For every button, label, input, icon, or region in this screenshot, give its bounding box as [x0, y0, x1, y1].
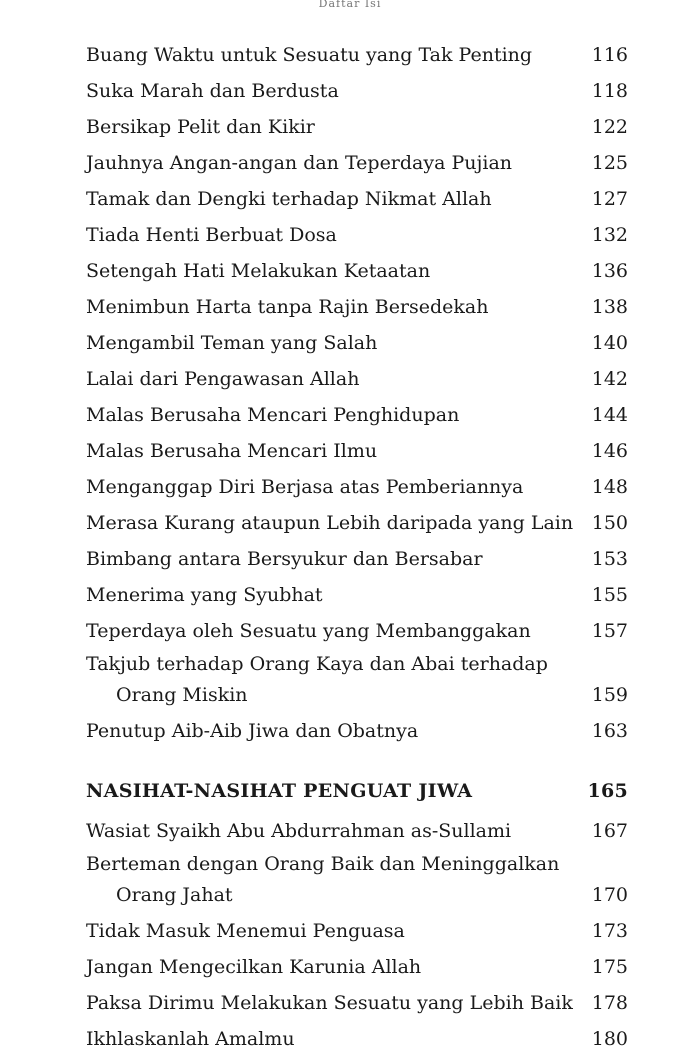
toc-entry-title-line2: Orang Jahat: [116, 884, 233, 906]
toc-entry-title: Penutup Aib-Aib Jiwa dan Obatnya: [86, 720, 419, 742]
toc-entry-title: Malas Berusaha Mencari Ilmu: [86, 440, 378, 462]
toc-entry[interactable]: [86, 397, 632, 433]
toc-entry-page: 132: [591, 224, 628, 246]
toc-entry-page: 150: [591, 512, 628, 534]
toc-entry[interactable]: [86, 433, 632, 469]
toc-entry-title: Setengah Hati Melakukan Ketaatan: [86, 260, 431, 282]
toc-entry-page: 144: [591, 404, 628, 426]
toc-entry[interactable]: [86, 289, 632, 325]
table-of-contents: [86, 37, 632, 1057]
toc-entry-title-line1: Takjub terhadap Orang Kaya dan Abai terhadap: [86, 653, 548, 675]
toc-entry[interactable]: [86, 1021, 632, 1057]
toc-entry-page: 170: [591, 884, 628, 906]
toc-entry-page: 153: [591, 548, 628, 570]
toc-entry-title: Suka Marah dan Berdusta: [86, 80, 339, 102]
toc-entry-title: [86, 849, 576, 911]
toc-entry-title: Lalai dari Pengawasan Allah: [86, 368, 360, 390]
toc-entry-title: Mengambil Teman yang Salah: [86, 332, 378, 354]
toc-entry-page: 116: [591, 44, 628, 66]
toc-entry-title: Wasiat Syaikh Abu Abdurrahman as-Sullami: [86, 820, 512, 842]
toc-entry-title: Tidak Masuk Menemui Penguasa: [86, 920, 405, 942]
toc-entry-title: Ikhlaskanlah Amalmu: [86, 1028, 295, 1050]
toc-entry-title: Jauhnya Angan-angan dan Teperdaya Pujian: [86, 152, 513, 174]
toc-entry[interactable]: [86, 577, 632, 613]
toc-entry[interactable]: [86, 109, 632, 145]
running-head: Daftar Isi: [318, 0, 382, 10]
toc-entry[interactable]: [86, 325, 632, 361]
toc-entry-title: Bersikap Pelit dan Kikir: [86, 116, 315, 138]
toc-entry-title: [86, 649, 576, 711]
toc-entry-page: 178: [591, 992, 628, 1014]
toc-entry-page: 159: [591, 684, 628, 706]
toc-entry-page: 155: [591, 584, 628, 606]
toc-entry-page: 125: [591, 152, 628, 174]
toc-entry-title: Tamak dan Dengki terhadap Nikmat Allah: [86, 188, 492, 210]
toc-section-heading[interactable]: [86, 773, 632, 813]
toc-entry-page: 146: [591, 440, 628, 462]
toc-entry[interactable]: [86, 613, 632, 649]
toc-entry[interactable]: [86, 813, 632, 849]
toc-entry[interactable]: [86, 73, 632, 109]
toc-entry-title: Malas Berusaha Mencari Penghidupan: [86, 404, 460, 426]
toc-entry-title: Menimbun Harta tanpa Rajin Bersedekah: [86, 296, 489, 318]
toc-entry[interactable]: [86, 361, 632, 397]
toc-entry-page: 180: [591, 1028, 628, 1050]
toc-entry[interactable]: [86, 985, 632, 1021]
toc-entry[interactable]: [86, 713, 632, 749]
toc-entry-page: 167: [591, 820, 628, 842]
toc-entry[interactable]: [86, 649, 632, 713]
toc-entry[interactable]: [86, 217, 632, 253]
toc-entry-page: 148: [591, 476, 628, 498]
toc-entry-page: 136: [591, 260, 628, 282]
toc-entry[interactable]: [86, 181, 632, 217]
toc-entry-title: Tiada Henti Berbuat Dosa: [86, 224, 337, 246]
toc-entry-page: 127: [591, 188, 628, 210]
toc-entry-title: Merasa Kurang ataupun Lebih daripada yang Lain: [86, 512, 574, 534]
toc-entry[interactable]: [86, 253, 632, 289]
toc-entry[interactable]: [86, 949, 632, 985]
toc-entry[interactable]: [86, 145, 632, 181]
toc-entry-page: 140: [591, 332, 628, 354]
toc-entry-page: 138: [591, 296, 628, 318]
toc-entry-title-line1: Berteman dengan Orang Baik dan Meninggalkan: [86, 853, 560, 875]
toc-entry[interactable]: [86, 913, 632, 949]
toc-entry-page: 142: [591, 368, 628, 390]
toc-entry-title: Menerima yang Syubhat: [86, 584, 323, 606]
toc-entry-title: Paksa Dirimu Melakukan Sesuatu yang Lebih Baik: [86, 992, 573, 1014]
toc-entry-title: Jangan Mengecilkan Karunia Allah: [86, 956, 422, 978]
toc-entry-page: 163: [591, 720, 628, 742]
toc-entry-title: Teperdaya oleh Sesuatu yang Membanggakan: [86, 620, 531, 642]
section-page: 165: [587, 780, 628, 802]
toc-entry[interactable]: [86, 849, 632, 913]
toc-entry[interactable]: [86, 541, 632, 577]
toc-entry[interactable]: [86, 505, 632, 541]
toc-entry-title: Buang Waktu untuk Sesuatu yang Tak Penting: [86, 44, 533, 66]
toc-entry-page: 122: [591, 116, 628, 138]
toc-entry[interactable]: [86, 469, 632, 505]
toc-entry-title: Menganggap Diri Berjasa atas Pemberiannya: [86, 476, 524, 498]
toc-entry-page: 118: [591, 80, 628, 102]
toc-entry-title: Bimbang antara Bersyukur dan Bersabar: [86, 548, 483, 570]
toc-entry-page: 157: [591, 620, 628, 642]
section-title: NASIHAT-NASIHAT PENGUAT JIWA: [86, 780, 473, 802]
toc-entry-page: 173: [591, 920, 628, 942]
toc-entry[interactable]: [86, 37, 632, 73]
toc-entry-page: 175: [591, 956, 628, 978]
toc-entry-title-line2: Orang Miskin: [116, 684, 248, 706]
